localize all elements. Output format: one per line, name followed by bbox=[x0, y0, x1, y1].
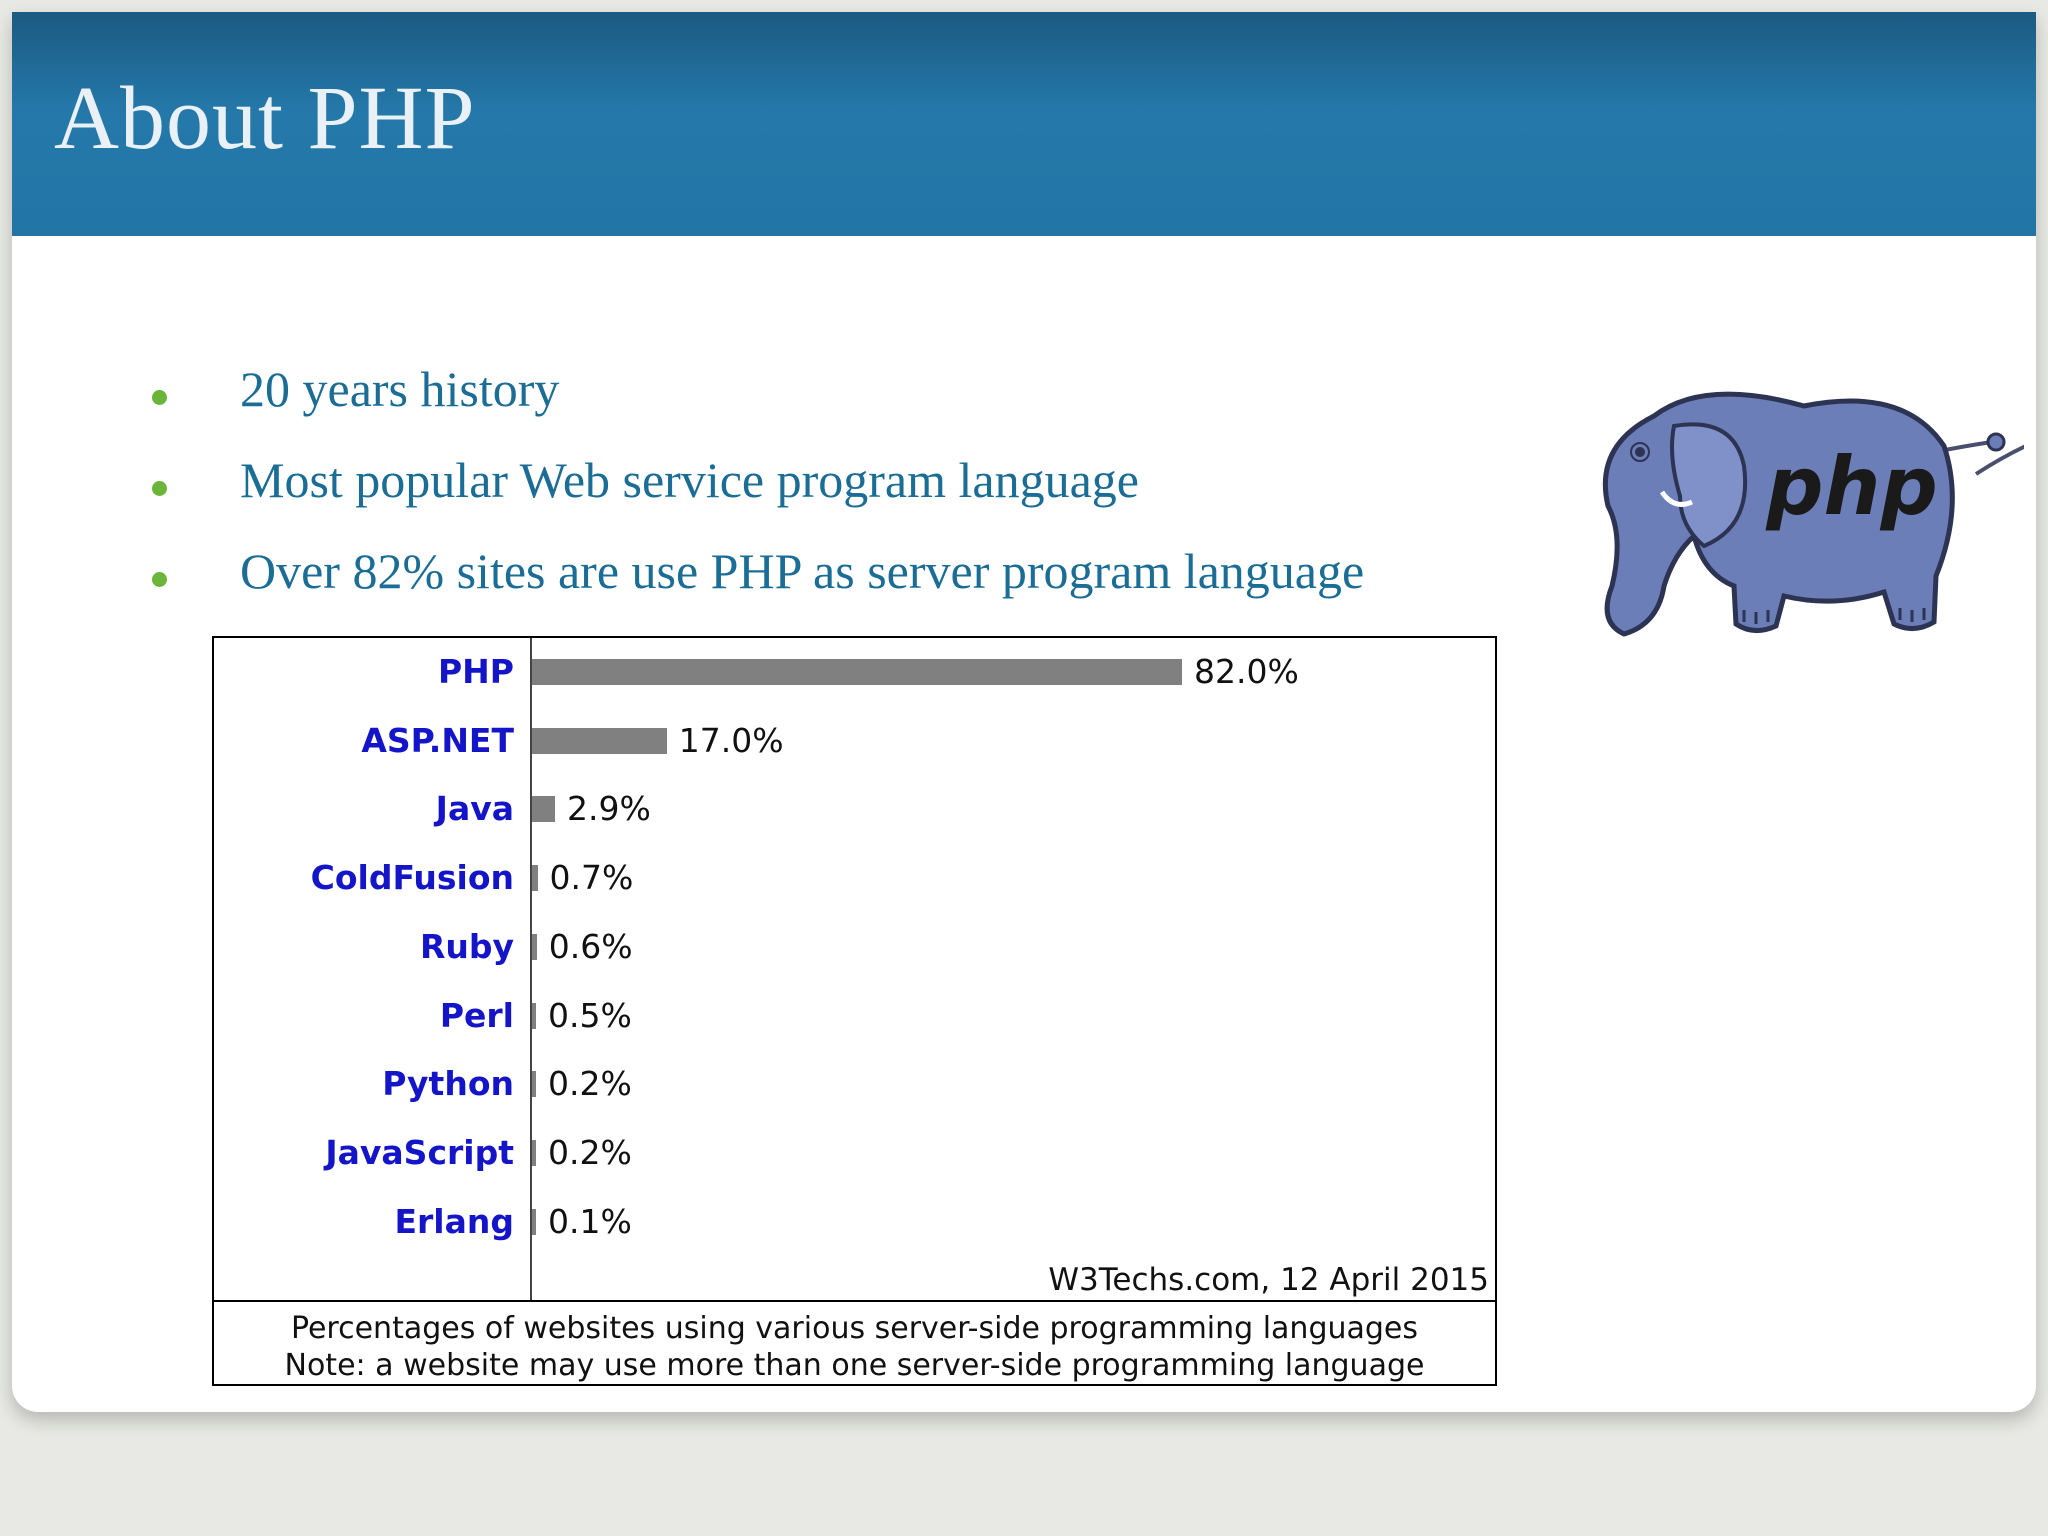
bar bbox=[532, 934, 537, 960]
category-label: PHP bbox=[438, 652, 514, 691]
value-label: 82.0% bbox=[1194, 652, 1299, 691]
bar bbox=[532, 728, 667, 754]
bullet-dot-icon bbox=[152, 572, 167, 587]
bullet-text: Most popular Web service program language bbox=[240, 452, 1139, 508]
bullet-text: Over 82% sites are use PHP as server program language bbox=[240, 543, 1365, 599]
value-label: 17.0% bbox=[678, 720, 784, 760]
value-label: 2.9% bbox=[566, 789, 651, 829]
bar bbox=[532, 796, 555, 822]
chart-source: W3Techs.com, 12 April 2015 bbox=[1048, 1262, 1489, 1298]
bar bbox=[532, 1071, 536, 1097]
title-bar bbox=[12, 12, 2036, 236]
bar-chart bbox=[212, 636, 1497, 1386]
category-label: ColdFusion bbox=[310, 858, 514, 898]
category-label: Python bbox=[382, 1064, 514, 1104]
slide bbox=[12, 12, 2036, 1412]
bar bbox=[532, 659, 1182, 685]
chart-divider bbox=[214, 1300, 1495, 1302]
bullet-dot-icon bbox=[152, 390, 167, 405]
category-label: Perl bbox=[439, 995, 514, 1035]
category-label: Erlang bbox=[394, 1201, 514, 1241]
category-label: Java bbox=[435, 789, 514, 829]
php-logo-text: php bbox=[1766, 440, 1938, 533]
slide-title: About PHP bbox=[54, 69, 476, 168]
bar bbox=[532, 1003, 536, 1029]
category-label: Ruby bbox=[419, 926, 514, 966]
value-label: 0.2% bbox=[548, 1132, 632, 1172]
chart-caption-line: Percentages of websites using various server-side programming languages bbox=[290, 1311, 1419, 1346]
bullet-text: 20 years history bbox=[240, 361, 560, 417]
php-elephant-logo-icon bbox=[1584, 386, 2024, 656]
chart-caption-line: Note: a website may use more than one server-side programming language bbox=[284, 1348, 1425, 1383]
value-label: 0.5% bbox=[548, 995, 632, 1035]
category-label: JavaScript bbox=[325, 1132, 514, 1172]
bar bbox=[532, 1209, 536, 1235]
value-label: 0.1% bbox=[548, 1201, 632, 1241]
bullet-dot-icon bbox=[152, 481, 167, 496]
bar bbox=[532, 865, 538, 891]
category-label: ASP.NET bbox=[361, 720, 514, 760]
value-label: 0.6% bbox=[548, 926, 633, 966]
value-label: 0.7% bbox=[549, 858, 634, 898]
value-label: 0.2% bbox=[548, 1064, 632, 1104]
bar bbox=[532, 1140, 536, 1166]
